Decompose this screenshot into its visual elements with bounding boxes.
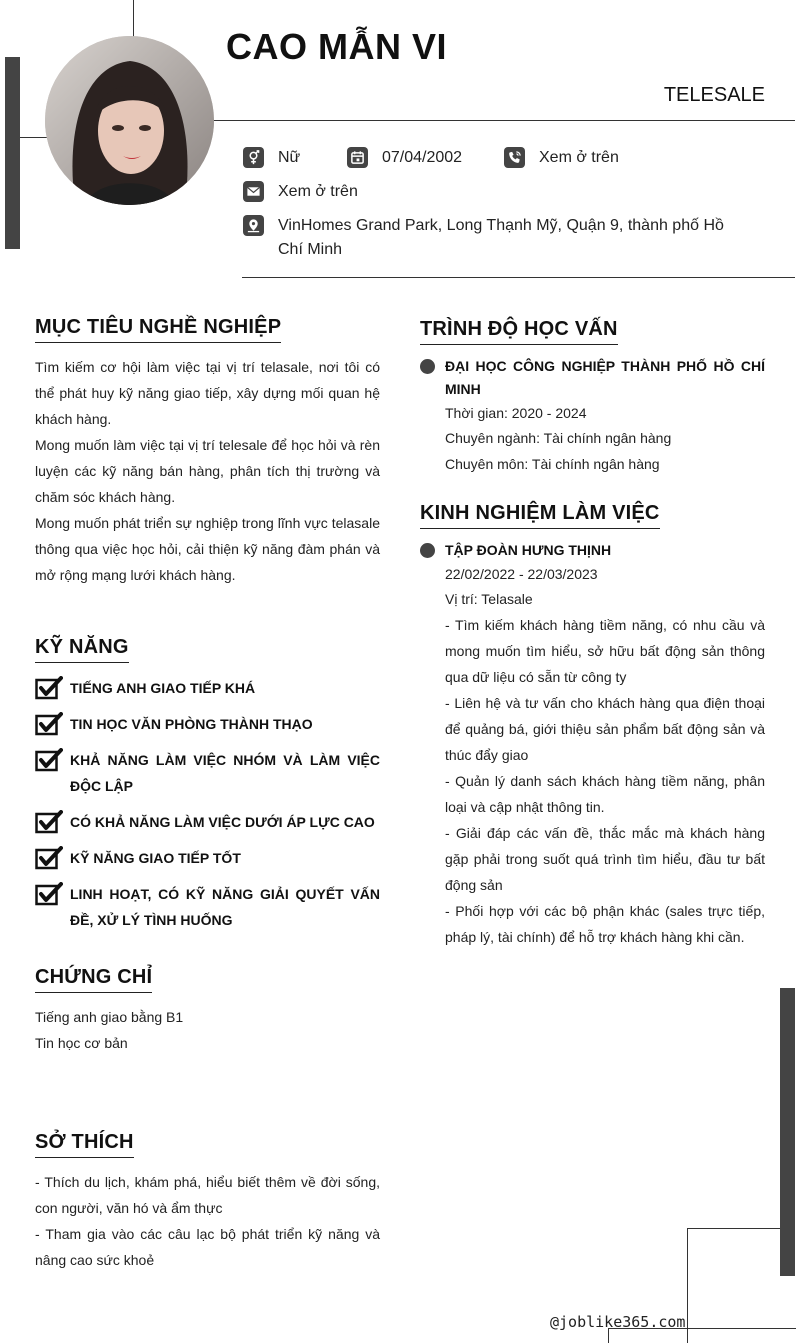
skill-label: KHẢ NĂNG LÀM VIỆC NHÓM VÀ LÀM VIỆC ĐỘC LẬP [70,752,380,794]
objective-paragraph: Mong muốn phát triển sự nghiệp trong lĩnh vực telasale thông qua việc học hỏi, cải thiện kỹ năng đàm phán và mở rộng mạng lưới khách hàng. [35,515,380,583]
checkbox-icon [35,846,63,870]
certificate-item: Tin học cơ bản [35,1035,128,1051]
experience-duty: - Liên hệ và tư vấn cho khách hàng qua điện thoại để quảng bá, giới thiệu sản phẩm bất động sản và thúc đẩy giao [445,695,765,763]
skill-item [35,809,380,835]
birthday-value: 07/04/2002 [382,149,463,166]
decor-bar-right [780,988,795,1276]
skill-item [35,747,380,799]
bullet-dot [420,543,435,558]
header-divider [214,120,795,121]
experience-duty: - Giải đáp các vấn đề, thắc mắc mà khách hàng gặp phải trong suốt quá trình tìm hiểu, đầu tư bất động sản [445,825,765,893]
gender-value: Nữ [278,149,301,166]
mail-icon [243,181,264,202]
decor-line [133,0,134,40]
decor-line [687,1228,780,1229]
decor-line [20,137,48,138]
phone-field [504,146,619,170]
hobby-item: - Tham gia vào các câu lạc bộ phát triển kỹ năng và nâng cao sức khoẻ [35,1226,380,1268]
experience-position: Vị trí: Telasale [445,591,533,607]
decor-bar-left [5,57,20,249]
gender-field [243,146,300,170]
bullet-dot [420,359,435,374]
objective-title: MỤC TIÊU NGHỀ NGHIỆP [35,316,281,343]
skill-item [35,881,380,933]
education-major: Chuyên ngành: Tài chính ngân hàng [445,430,672,446]
experience-duty: - Phối hợp với các bộ phận khác (sales trực tiếp, pháp lý, tài chính) để hỗ trợ khách hàng khi cần. [445,903,765,945]
avatar-image [45,36,214,205]
footer-url[interactable]: @joblike365.com [550,1313,686,1331]
skills-title: KỸ NĂNG [35,636,129,663]
checkbox-icon [35,676,63,700]
experience-duty: - Quản lý danh sách khách hàng tiềm năng, phân loại và cập nhật thông tin. [445,773,765,815]
skill-label: TIN HỌC VĂN PHÒNG THÀNH THẠO [70,716,313,732]
job-title: TELESALE [663,84,765,106]
skill-item [35,675,380,701]
company-name: TẬP ĐOÀN HƯNG THỊNH [445,542,612,558]
education-title: TRÌNH ĐỘ HỌC VẤN [420,318,618,345]
skill-item [35,845,380,871]
experience-duty: - Tìm kiếm khách hàng tiềm năng, có nhu cầu và mong muốn tìm hiểu, sở hữu bất động sản thông qua dữ liệu có sẵn từ công ty [445,617,765,685]
certificates-title: CHỨNG CHỈ [35,966,152,993]
gender-icon [243,147,264,168]
info-divider [242,277,795,278]
education-subject: Chuyên môn: Tài chính ngân hàng [445,456,660,472]
birthday-field [347,146,462,170]
decor-line [687,1228,688,1343]
calendar-icon [347,147,368,168]
skill-label: TIẾNG ANH GIAO TIẾP KHÁ [70,680,256,696]
email-value: Xem ở trên [278,183,358,200]
skill-item [35,711,380,737]
skill-label: CÓ KHẢ NĂNG LÀM VIỆC DƯỚI ÁP LỰC CAO [70,814,375,830]
checkbox-icon [35,748,63,772]
address-value: VinHomes Grand Park, Long Thạnh Mỹ, Quận 9, thành phố Hồ Chí Minh [278,217,724,258]
phone-icon [504,147,525,168]
checkbox-icon [35,712,63,736]
candidate-name: CAO MẪN VI [226,26,447,67]
experience-title: KINH NGHIỆM LÀM VIỆC [420,502,660,529]
certificate-item: Tiếng anh giao bằng B1 [35,1009,184,1025]
objective-paragraph: Tìm kiếm cơ hội làm việc tại vị trí telasale, nơi tôi có thể phát huy kỹ năng giao tiếp, xây dựng mối quan hệ khách hàng. [35,359,380,427]
checkbox-icon [35,810,63,834]
address-field [243,214,743,262]
hobbies-title: SỞ THÍCH [35,1131,134,1158]
avatar [45,36,214,205]
phone-value: Xem ở trên [539,149,619,166]
skill-label: LINH HOẠT, CÓ KỸ NĂNG GIẢI QUYẾT VẤN ĐỀ, XỬ LÝ TÌNH HUỐNG [70,886,380,928]
email-field [243,180,358,204]
hobby-item: - Thích du lịch, khám phá, hiểu biết thêm về đời sống, con người, văn hó và ẩm thực [35,1174,380,1216]
experience-period: 22/02/2022 - 22/03/2023 [445,566,598,582]
education-time: Thời gian: 2020 - 2024 [445,405,587,421]
checkbox-icon [35,882,63,906]
objective-paragraph: Mong muốn làm việc tại vị trí telesale để học hỏi và rèn luyện các kỹ năng bán hàng, phân tích thị trường và chăm sóc khách hàng. [35,437,380,505]
school-name: ĐẠI HỌC CÔNG NGHIỆP THÀNH PHỐ HỒ CHÍ MINH [445,358,765,397]
skill-label: KỸ NĂNG GIAO TIẾP TỐT [70,850,241,866]
location-icon [243,215,264,236]
